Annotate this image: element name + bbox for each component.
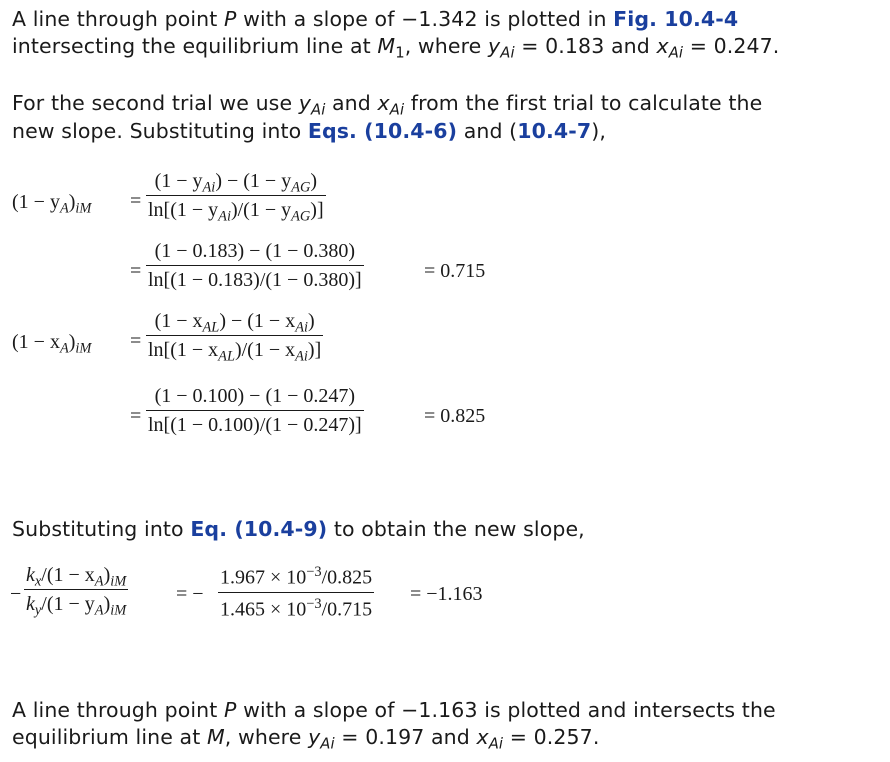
text: /0.825	[321, 566, 373, 589]
eq5-lhs-fraction	[24, 564, 128, 619]
superscript: −3	[306, 595, 322, 612]
paragraph-3	[12, 516, 585, 543]
eq5-result: = −1.163	[410, 583, 483, 605]
subscript: Ai	[500, 44, 515, 62]
subscript: Ai	[202, 179, 216, 196]
subscript: iM	[110, 573, 127, 590]
eq1-denominator	[146, 199, 326, 225]
eq1-lhs	[12, 191, 92, 217]
text: with a slope of −1.163 is plotted and intersects the	[236, 698, 776, 722]
var-p: P	[224, 698, 237, 722]
subscript: y	[34, 602, 42, 619]
var-x: x	[656, 34, 669, 58]
subscript: A	[94, 602, 104, 619]
subscript: Ai	[668, 44, 684, 62]
fraction-bar	[146, 410, 364, 411]
text: , where	[224, 725, 309, 749]
text: = 0.257.	[503, 725, 600, 749]
text: = 0.247.	[683, 34, 780, 58]
equation-link[interactable]: Eq. (10.4-9)	[190, 517, 328, 541]
text: (1 − y	[12, 191, 60, 213]
text: 1.967 × 10	[220, 566, 307, 589]
eq3-denominator	[146, 339, 323, 365]
figure-link[interactable]: Fig. 10.4-4	[613, 7, 739, 31]
text: to obtain the new slope,	[327, 517, 585, 541]
subscript: Ai	[389, 101, 405, 119]
var-m: M	[377, 34, 396, 58]
text: with a slope of −1.342 is plotted in	[236, 7, 614, 31]
text: /0.715	[321, 598, 373, 621]
subscript: AL	[218, 348, 235, 365]
paragraph-2-line-1	[12, 90, 762, 117]
eq5-lhs-denominator	[24, 593, 128, 619]
text: )	[103, 593, 111, 615]
text: ),	[591, 119, 606, 143]
eq5-rhs-numerator	[218, 564, 374, 590]
var-y: y	[308, 725, 321, 749]
text: = 0.197 and	[334, 725, 477, 749]
eq4-equals: =	[130, 405, 142, 427]
eq5-equals-minus: = −	[176, 583, 204, 605]
eq3-lhs	[12, 331, 92, 357]
text: )/(1 − y	[230, 199, 292, 221]
text: A line through point	[12, 7, 225, 31]
equation-link[interactable]: Eqs. (10.4-6)	[307, 119, 458, 143]
eq2-equals: =	[130, 260, 142, 282]
subscript: iM	[110, 602, 127, 619]
subscript: Ai	[320, 735, 335, 753]
subscript: AG	[291, 208, 311, 225]
eq5-rhs-denominator	[218, 596, 374, 622]
eq4-fraction	[146, 385, 364, 437]
text: ) − (1 − x	[219, 310, 296, 332]
text: = 0.183 and	[514, 34, 657, 58]
subscript: Ai	[295, 319, 308, 336]
var-y: y	[298, 91, 312, 115]
text: /(1 − x	[41, 564, 95, 586]
text: (1 − x	[12, 331, 60, 353]
subscript: Ai	[218, 208, 231, 225]
text: )	[68, 191, 76, 213]
var-x: x	[377, 91, 390, 115]
eq3-numerator	[146, 310, 323, 336]
eq5-minus: −	[10, 583, 22, 605]
subscript: iM	[75, 200, 92, 217]
subscript: AL	[202, 319, 220, 336]
eq2-fraction	[146, 240, 364, 292]
subscript: A	[94, 573, 104, 590]
var-y: y	[488, 34, 501, 58]
eq3-equals: =	[130, 330, 142, 352]
text: (1 − y	[154, 170, 203, 192]
subscript: Ai	[295, 348, 308, 365]
eq1-equals: =	[130, 190, 142, 212]
text: )	[310, 170, 318, 192]
text: 1.465 × 10	[220, 598, 307, 621]
text: and (	[457, 119, 518, 143]
paragraph-1-line-2	[12, 33, 779, 60]
text: )	[308, 310, 315, 332]
text: Substituting into	[12, 517, 191, 541]
superscript: −3	[306, 564, 322, 580]
eq4-denominator: ln[(1 − 0.100)/(1 − 0.247)]	[148, 414, 362, 436]
text: ) − (1 − y	[215, 170, 292, 192]
subscript: Ai	[488, 735, 504, 753]
eq2-result: = 0.715	[424, 260, 486, 282]
var-x: x	[476, 725, 489, 749]
text: A line through point	[12, 698, 225, 722]
text: and	[325, 91, 378, 115]
var-k: k	[26, 564, 35, 586]
eq5-rhs-fraction	[218, 564, 374, 621]
subscript: AG	[291, 179, 311, 196]
equation-link[interactable]: 10.4-7	[517, 119, 592, 143]
text: from the first trial to calculate the	[404, 91, 763, 115]
eq1-fraction	[146, 170, 326, 225]
eq4-result: = 0.825	[424, 405, 486, 427]
text: )/(1 − x	[234, 339, 296, 361]
var-p: P	[224, 7, 237, 31]
subscript: x	[34, 573, 42, 590]
fraction-bar	[218, 592, 374, 593]
paragraph-4-line-1	[12, 697, 776, 724]
fraction-bar	[146, 265, 364, 266]
eq2-denominator: ln[(1 − 0.183)/(1 − 0.380)]	[148, 269, 362, 291]
text: )]	[307, 339, 322, 361]
var-m: M	[206, 725, 225, 749]
text: , where	[404, 34, 489, 58]
subscript: iM	[75, 340, 92, 357]
paragraph-1-line-1	[12, 6, 738, 33]
text: For the second trial we use	[12, 91, 299, 115]
eq3-fraction	[146, 310, 323, 365]
text: new slope. Substituting into	[12, 119, 308, 143]
text: )]	[310, 199, 324, 221]
paragraph-4-line-2	[12, 724, 599, 751]
eq2-numerator: (1 − 0.183) − (1 − 0.380)	[154, 240, 356, 262]
subscript: Ai	[311, 101, 326, 119]
eq5-lhs-numerator	[24, 564, 128, 590]
text: )	[103, 564, 111, 586]
subscript: 1	[395, 44, 405, 62]
var-k: k	[26, 593, 35, 615]
subscript: A	[59, 340, 69, 357]
paragraph-2-line-2	[12, 118, 606, 145]
text: ln[(1 − x	[148, 339, 219, 361]
text: (1 − x	[154, 310, 203, 332]
eq1-numerator	[146, 170, 326, 196]
text: ln[(1 − y	[148, 199, 219, 221]
subscript: A	[59, 200, 69, 217]
text: equilibrium line at	[12, 725, 207, 749]
eq4-numerator: (1 − 0.100) − (1 − 0.247)	[154, 385, 356, 407]
text: /(1 − y	[41, 593, 95, 615]
text: )	[68, 331, 76, 353]
text: intersecting the equilibrium line at	[12, 34, 378, 58]
